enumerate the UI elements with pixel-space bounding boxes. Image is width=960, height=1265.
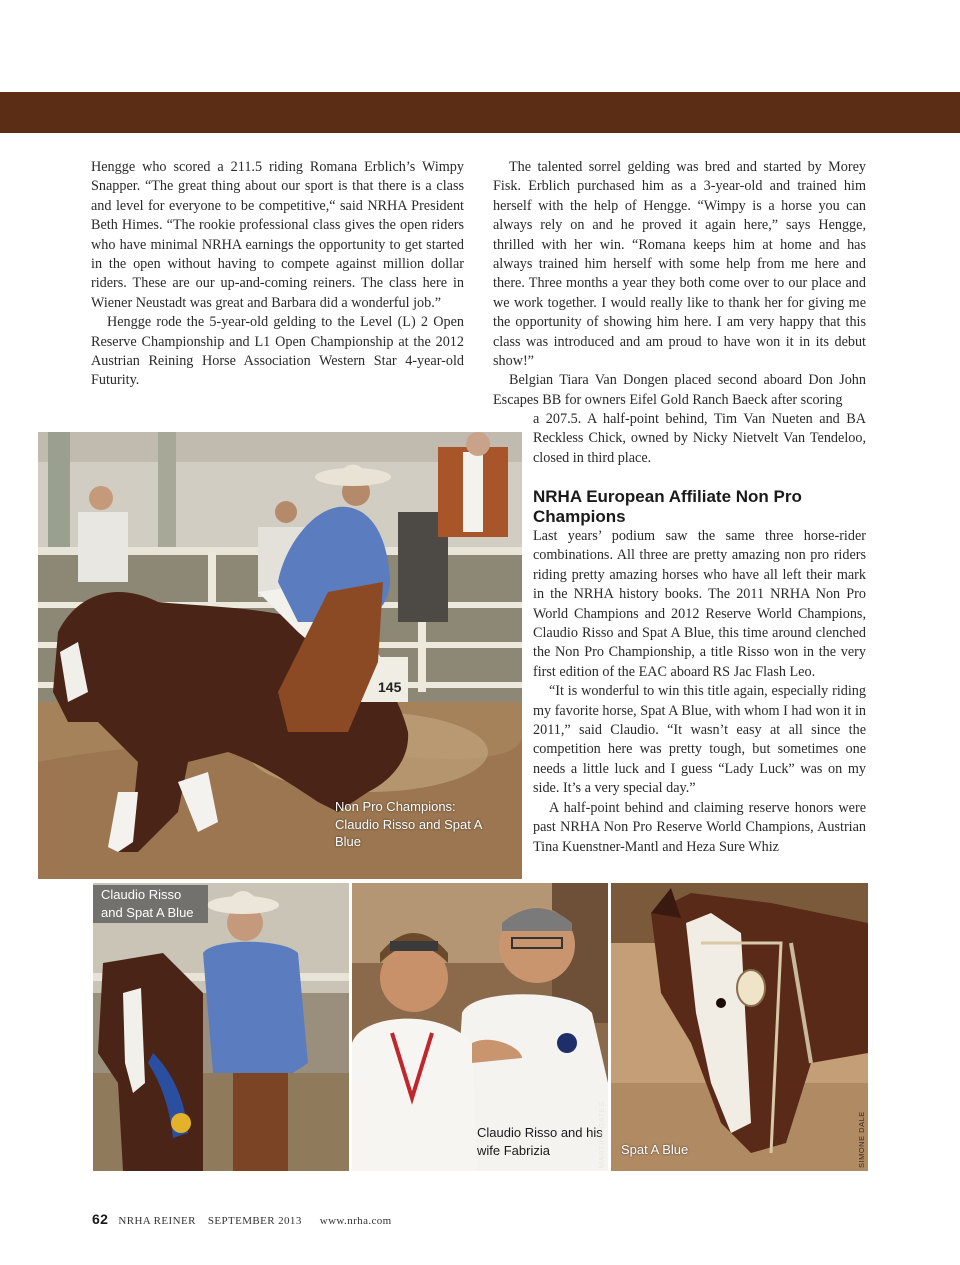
photo-horse-closeup <box>611 883 868 1171</box>
paragraph: Belgian Tiara Van Dongen placed second aboard Don John Escapes BB for owners Eifel Gold Ranch Baeck after scoring <box>493 372 866 408</box>
right-column-bottom-text <box>533 527 866 857</box>
photo-caption-horse: Spat A Blue <box>621 1142 689 1157</box>
photo-credit: MARTINA GATES <box>597 1101 606 1168</box>
paragraph: a 207.5. A half-point behind, Tim Van Nueten and BA Reckless Chick, owned by Nicky Nietvelt Van Tendeloo, closed in third place. <box>533 411 866 466</box>
photo-caption-couple: Claudio Risso and his wife Fabrizia <box>477 1125 603 1158</box>
photo-caption-rider-horse: Claudio Risso and Spat A Blue <box>93 885 208 923</box>
paragraph: The talented sorrel gelding was bred and started by Morey Fisk. Erblich purchased him as a 3-year-old and trained him herself with the help of Hengge. “Wimpy is a horse you can always rely on and he proved it again here,” says Hengge, thrilled with her win. “Romana keeps him at home and has always trained him herself with some help from me here and there. Three months a year they both come over to our place and we work together. I would really like to thank her for giving me the opportunity of showing him here. I am very happy that this class was introduced and am proud to have won it in its debut show!” <box>493 159 866 370</box>
photo-credit: SIMONE DALE <box>857 1111 866 1168</box>
issue-date: SEPTEMBER 2013 <box>207 1215 302 1227</box>
left-column-text <box>91 158 464 391</box>
paragraph: Hengge who scored a 211.5 riding Romana Erblich’s Wimpy Snapper. “The great thing about our sport is that there is a class and level for everyone to be competitive,“ said NRHA President Beth Himes. “The rookie professional class gives the open riders who have minimal NRHA earnings the opportunity to get started in the open without having to compete against million dollar riders. These are our up-and-coming reiners. The class here in Wiener Neustadt was great and Barbara did a wonderful job.” <box>91 159 464 311</box>
website-link[interactable]: www.nrha.com <box>319 1215 392 1227</box>
magazine-name: NRHA REINER <box>118 1215 196 1227</box>
saddle-pad-number: 145 <box>378 679 402 695</box>
paragraph: A half-point behind and claiming reserve honors were past NRHA Non Pro Reserve World Champions, Austrian Tina Kuenstner-Mantl and Heza Sure Whiz <box>533 799 866 855</box>
paragraph: Hengge rode the 5-year-old gelding to the Level (L) 2 Open Reserve Championship and L1 Open Championship at the 2012 Austrian Reining Horse Association Western Star 4-year-old Futurity. <box>91 314 464 389</box>
section-subhead: NRHA European Affiliate Non Pro Champions <box>533 487 802 526</box>
main-photo-caption: Non Pro Champions: Claudio Risso and Spat A Blue <box>335 799 482 849</box>
paragraph: “It is wonderful to win this title again, especially riding my favorite horse, Spat A Blue, with whom I had won it in 2011,” said Claudio. “It wasn’t easy at all since the competition here was pretty tough, but sometimes one needs a little luck and I guess “Lady Luck” was on my side. It’s a very special day.” <box>533 683 866 797</box>
page-number: 62 <box>92 1211 109 1227</box>
photo-rider-with-horse <box>93 883 349 1171</box>
right-column-indented-text <box>533 410 866 468</box>
header-color-band <box>0 92 960 133</box>
paragraph: Last years’ podium saw the same three horse-rider combinations. All three are pretty amazing non pro riders riding pretty amazing horses who have all left their mark in the NRHA history books. The 2011 NRHA Non Pro World Champions and 2012 Reserve World Champions, Claudio Risso and Spat A Blue, this time around clenched the Non Pro Championship, a title Risso won in the very first edition of the EAC aboard RS Jac Flash Leo. <box>533 528 866 680</box>
page-footer <box>92 1211 392 1231</box>
right-column-text <box>493 158 866 410</box>
